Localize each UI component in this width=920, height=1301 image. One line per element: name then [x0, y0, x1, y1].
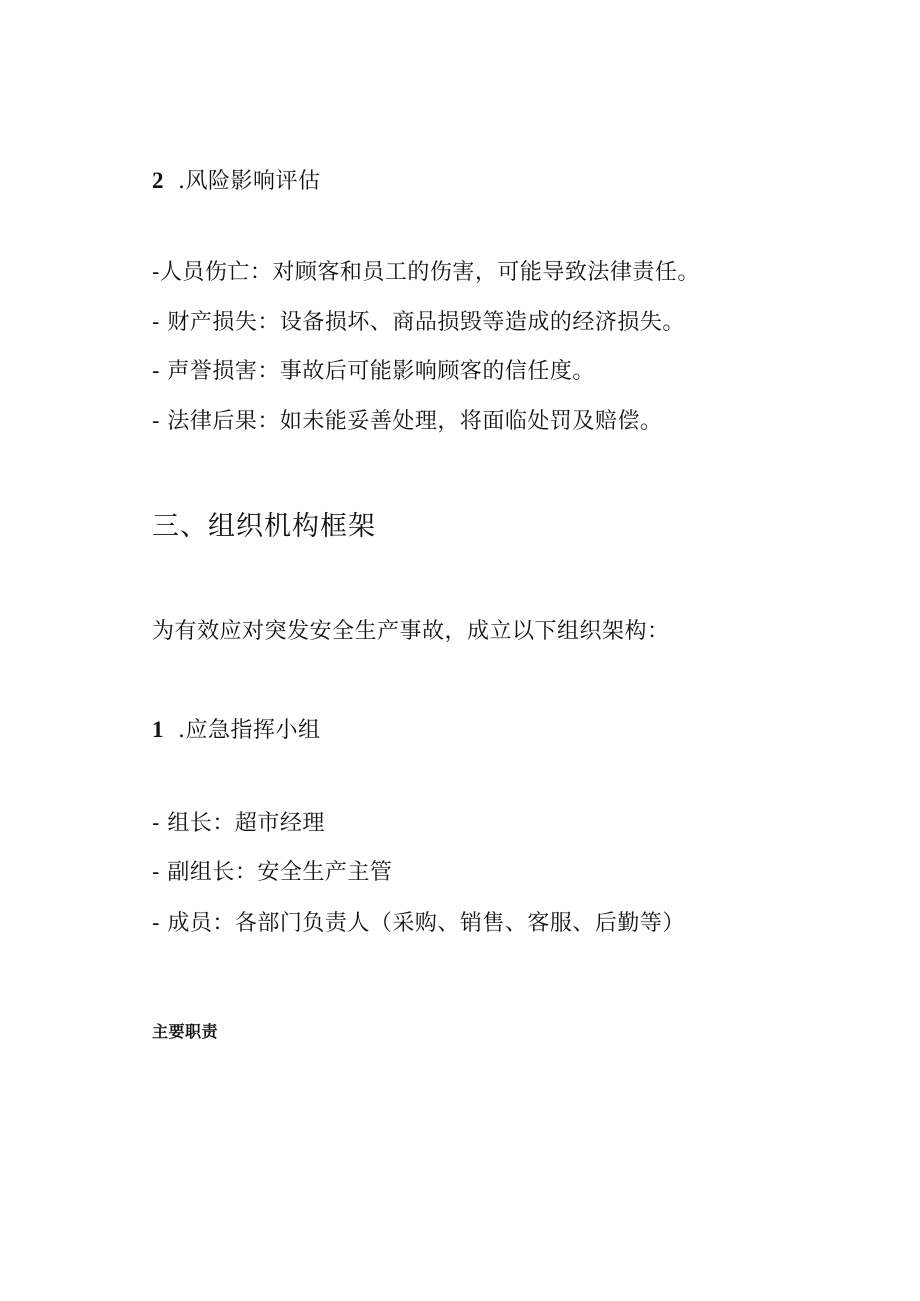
org-section-heading: 三、组织机构框架	[152, 511, 376, 542]
member-deputy-leader: - 副组长：安全生产主管	[152, 860, 393, 885]
member-members: - 成员：各部门负责人（采购、销售、客服、后勤等）	[152, 911, 685, 936]
risk-item-casualties: -人员伤亡：对顾客和员工的伤害，可能导致法律责任。	[152, 260, 700, 285]
member-leader: - 组长：超市经理	[152, 811, 325, 836]
command-group-title: .应急指挥小组	[178, 718, 321, 743]
risk-item-legal: - 法律后果：如未能妥善处理，将面临处罚及赔偿。	[152, 409, 663, 434]
org-intro-paragraph: 为有效应对突发安全生产事故，成立以下组织架构：	[152, 619, 670, 644]
command-group-heading	[152, 715, 321, 746]
risk-item-property-loss: - 财产损失：设备损坏、商品损毁等造成的经济损失。	[152, 310, 685, 335]
command-group-number: 1	[152, 717, 164, 742]
risk-section-title: .风险影响评估	[178, 169, 321, 194]
risk-section-heading	[152, 166, 321, 197]
risk-item-reputation: - 声誉损害：事故后可能影响顾客的信任度。	[152, 359, 595, 384]
risk-section-number: 2	[152, 168, 164, 193]
duties-heading: 主要职责	[152, 1022, 219, 1041]
